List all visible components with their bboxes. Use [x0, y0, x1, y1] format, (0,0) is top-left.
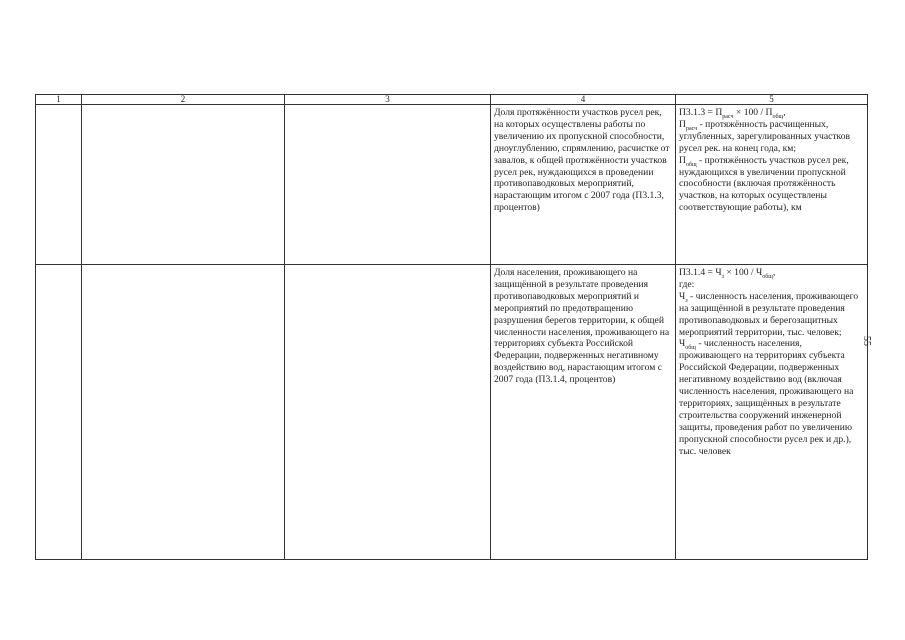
formula-definition: $П_{расч}$ - протяжённость расчищенных, углубленных, зарегулированных участков русел рек. на конец года, км;	[679, 118, 851, 154]
formula-definition: $П_{общ}$ - протяжённость участков русел рек, нуждающихся в увеличении пропускной способности (включая протяжённость участков, на которых осуществлены соответствующие работы), км	[679, 154, 849, 214]
indicator-text: Доля протяжённости участков русел рек, на которых осуществлены работы по увеличению их пропускной способности, дноуглублению, спрямлению, расчистке от завалов, к общей протяжённости участков русел рек, нуждающихся в проведении противопаводковых мероприятий, нарастающим итогом с 2007 года (П3.1.3, процентов)	[494, 107, 670, 214]
formula-definition: $Ч_з$ - численность населения, проживающего на защищённой в результате проведения противопаводковых и берегозащитных мероприятий территории, тыс. человек;	[679, 290, 859, 338]
formula-cell	[676, 105, 868, 265]
header-col-2: 2	[82, 95, 285, 105]
empty-cell	[285, 265, 491, 560]
empty-cell	[82, 105, 285, 265]
indicator-cell	[491, 105, 676, 265]
header-row	[36, 95, 868, 105]
formula-where: где:	[679, 278, 695, 290]
formula-line: $П3.1.4 = Ч_з \times 100 / Ч_{общ}$,	[679, 267, 776, 280]
table-row	[36, 265, 868, 560]
formula-line: $П3.1.3 = П_{расч} \times 100 / П_{общ}$,	[679, 107, 786, 120]
formula-block	[676, 265, 867, 458]
header-col-3: 3	[285, 95, 491, 105]
table-row	[36, 105, 868, 265]
header-col-4: 4	[491, 95, 676, 105]
empty-cell	[285, 105, 491, 265]
empty-cell	[36, 265, 82, 560]
header-col-1: 1	[36, 95, 82, 105]
indicator-text: Доля населения, проживающего на защищённой в результате проведения противопаводковых мероприятий и мероприятий по предотвращению разрушения берегов территории, к общей численности населения, проживающего на территориях субъекта Российской Федерации, подверженных негативному воздействию вод, нарастающим итогом с 2007 года (П3.1.4, процентов)	[494, 267, 670, 386]
header-col-5: 5	[676, 95, 868, 105]
empty-cell	[36, 105, 82, 265]
formula-block	[676, 105, 867, 214]
empty-cell	[82, 265, 285, 560]
indicator-cell	[491, 265, 676, 560]
formula-definition: $Ч_{общ}$ - численность населения, проживающего на территориях субъекта Российской Федерации, подверженных негативному воздействию вод (включая численность населения, проживающего на территориях, защищённых в результате строительства сооружений инженерной защиты, проведения работ по увеличению пропускной способности русел рек и др.), тыс. человек	[679, 338, 854, 457]
page-number: 55	[861, 336, 872, 346]
formula-cell	[676, 265, 868, 560]
indicators-table	[35, 94, 868, 560]
